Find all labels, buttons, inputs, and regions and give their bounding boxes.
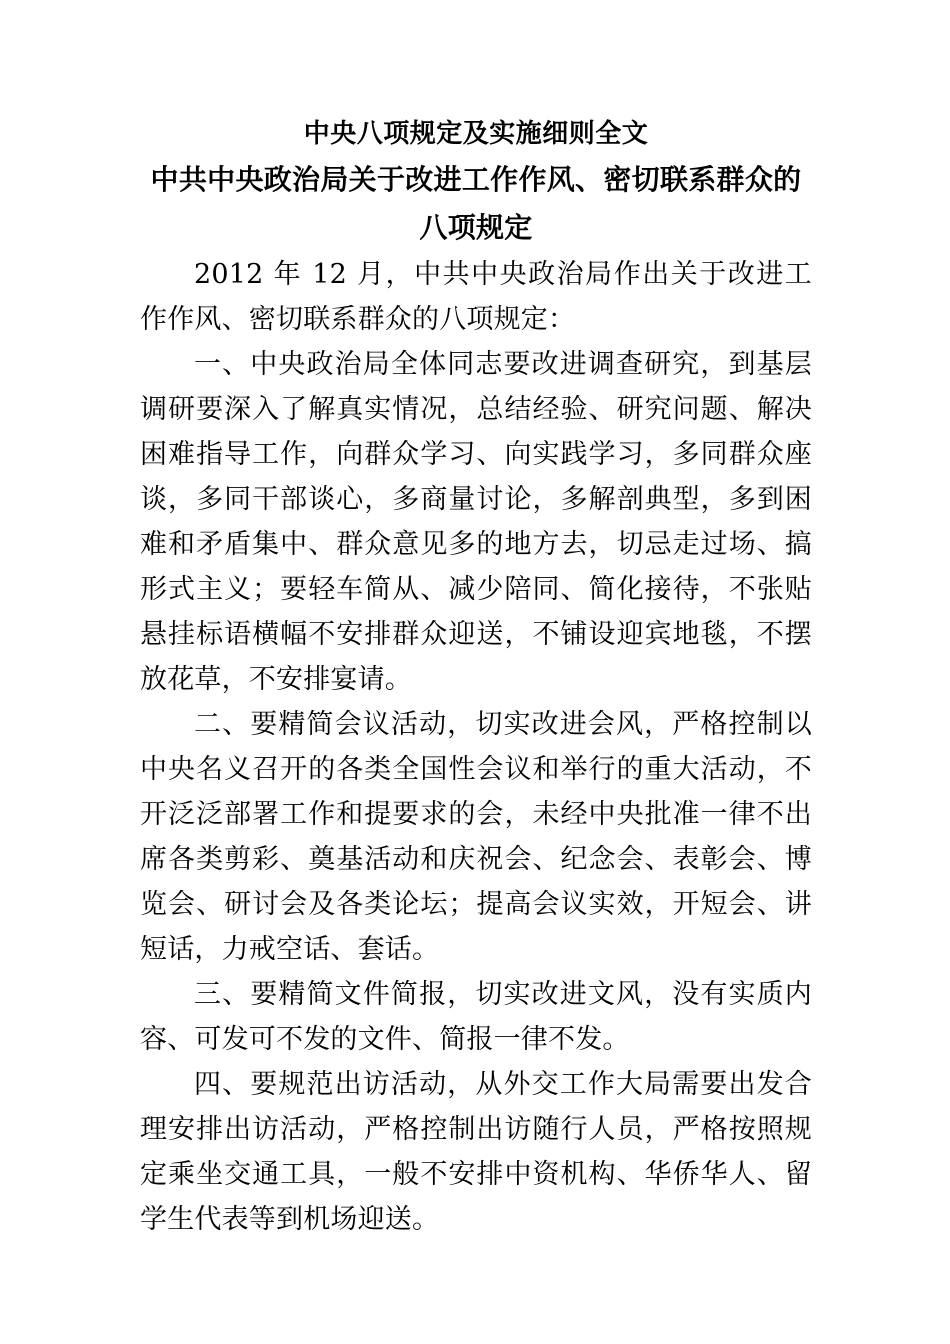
paragraph-article-three: 三、要精简文件简报，切实改进文风，没有实质内容、可发可不发的文件、简报一律不发。 [140, 979, 812, 1055]
paragraph-article-four: 四、要规范出访活动，从外交工作大局需要出发合理安排出访活动，严格控制出访随行人员，严格按照规定乘坐交通工具，一般不安排中资机构、华侨华人、留学生代表等到机场迎送。 [140, 1069, 812, 1235]
paragraph-article-two: 二、要精简会议活动，切实改进会风，严格控制以中央名义召开的各类全国性会议和举行的重大活动，不开泛泛部署工作和提要求的会，未经中央批准一律不出席各类剪彩、奠基活动和庆祝会、纪念会、表彰会、博览会、研讨会及各类论坛；提高会议实效，开短会、讲短话，力戒空话、套话。 [140, 709, 812, 965]
document-body [140, 112, 812, 1242]
document-title-main: 中央八项规定及实施细则全文 [303, 119, 649, 149]
document-title-subtitle: 中共中央政治局关于改进工作作风、密切联系群众的八项规定 [150, 163, 802, 244]
paragraph-preamble: 2012 年 12 月，中共中央政治局作出关于改进工作作风、密切联系群众的八项规定： [140, 259, 812, 335]
paragraph-article-one: 一、中央政治局全体同志要改进调查研究，到基层调研要深入了解真实情况，总结经验、研究问题、解决困难指导工作，向群众学习、向实践学习，多同群众座谈，多同干部谈心，多商量讨论，多解剖典型，多到困难和矛盾集中、群众意见多的地方去，切忌走过场、搞形式主义；要轻车简从、减少陪同、简化接待，不张贴悬挂标语横幅不安排群众迎送，不铺设迎宾地毯，不摆放花草，不安排宴请。 [140, 349, 812, 695]
